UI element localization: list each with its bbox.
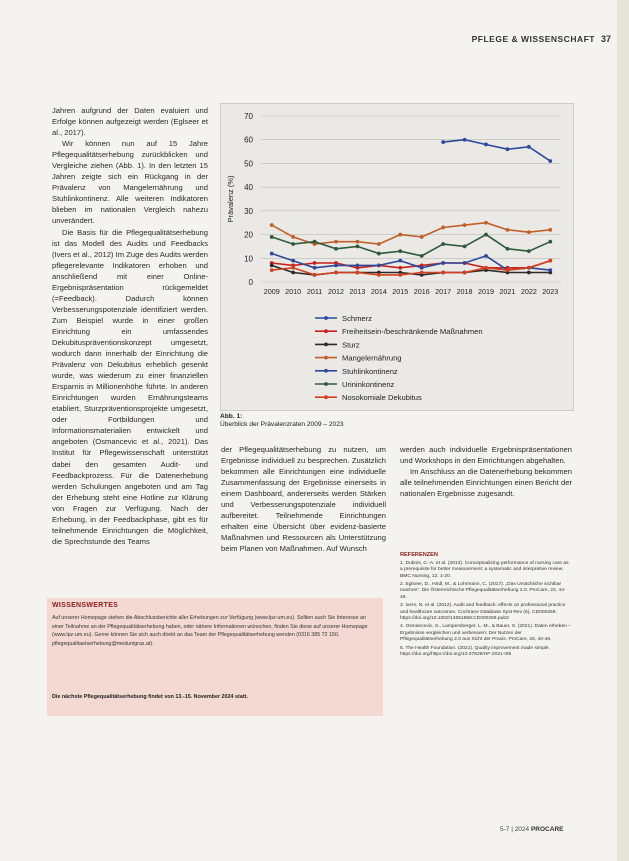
data-point: [441, 261, 445, 265]
info-box: [47, 598, 383, 716]
references-heading: REFERENZEN: [400, 552, 438, 558]
data-point: [291, 271, 295, 275]
data-point: [356, 271, 360, 275]
data-point: [420, 254, 424, 258]
x-tick-label: 2021: [499, 287, 516, 296]
y-tick-label: 30: [244, 206, 253, 216]
paragraph: werden auch individuelle Ergebnispräsentationen und Workshops in den Einrichtungen abgehalten.: [400, 445, 572, 466]
data-point: [398, 266, 402, 270]
legend-label: Urininkontinenz: [342, 380, 395, 389]
data-point: [463, 245, 467, 249]
paragraph: der Pflegequalitätserhebung zu nutzen, um Ergebnisse individuell zu besprechen. Zusätzlich bekommen alle Einrichtungen eine individuelle Zusammenfassung der Ergebnisse einerseits in einem Dashboard, andererseits werden Stärken und Verbesserungspotenziale individuell aufbereitet. Teilnehmende Einrichtungen erhalten eine Übersicht über evidenz-basierte Maßnahmen und Ressourcen als Unterstützung beim Planen von Maßnahmen. Auf Wunsch: [221, 445, 386, 554]
x-tick-label: 2023: [542, 287, 559, 296]
data-point: [527, 249, 531, 253]
y-tick-label: 70: [244, 112, 253, 121]
data-point: [291, 235, 295, 239]
data-point: [484, 254, 488, 258]
data-point: [334, 264, 338, 268]
data-point: [548, 228, 552, 232]
y-tick-label: 20: [244, 230, 253, 240]
data-point: [313, 261, 317, 265]
prevalence-chart: [220, 103, 574, 411]
x-tick-label: 2019: [478, 287, 494, 296]
data-point: [441, 242, 445, 246]
data-point: [527, 230, 531, 234]
x-tick-label: 2011: [306, 287, 323, 296]
data-point: [270, 223, 274, 227]
legend-marker: [324, 316, 328, 320]
data-point: [398, 249, 402, 253]
data-point: [548, 259, 552, 263]
legend-marker: [324, 395, 328, 399]
series-line: [443, 140, 550, 161]
data-point: [377, 242, 381, 246]
data-point: [420, 235, 424, 239]
data-point: [291, 259, 295, 263]
x-tick-label: 2017: [435, 287, 452, 296]
legend-label: Stuhlinkontinenz: [342, 366, 398, 376]
y-tick-label: 40: [244, 183, 253, 193]
text-column-3: [400, 444, 572, 499]
data-point: [484, 266, 488, 270]
reference-item: 2. Eglseer, D., Hödl, M., & Lohrmann, C. (2017). „Das Ursächliche sichtbar machen“. Die Österreichische Pflegequalitätserhebung 2.0. ProCare, 22, 44-46.: [400, 581, 566, 600]
data-point: [463, 261, 467, 265]
data-point: [441, 140, 445, 144]
x-tick-label: 2009: [263, 287, 280, 296]
data-point: [334, 247, 338, 251]
issue-number: 5-7 | 2024: [500, 826, 530, 833]
data-point: [441, 226, 445, 230]
data-point: [270, 264, 274, 268]
legend-label: Sturz: [342, 340, 360, 350]
data-point: [527, 145, 531, 149]
reference-item: 5. The Health Foundation. (2021). Quality improvement made simple. https://doi.org/https://doi.org/10.37829/HF-2021-I05: [400, 645, 550, 658]
data-point: [548, 159, 552, 163]
data-point: [377, 264, 381, 268]
data-point: [527, 271, 531, 275]
x-tick-label: 2016: [413, 287, 430, 296]
info-box-footer: Die nächste Pflegequalitätserhebung findet von 13.-15. November 2024 statt.: [52, 694, 248, 700]
text-column-1: [52, 105, 208, 547]
data-point: [506, 147, 510, 151]
y-tick-label: 60: [244, 135, 253, 145]
data-point: [356, 245, 360, 249]
data-point: [270, 252, 274, 256]
x-tick-label: 2015: [392, 287, 409, 296]
reference-item: 1. Dubois, C.-A. et al. (2013). Conceptualizing performance of nursing care as a prerequisite for better measurement: a systematic and interpretive review. BMC Nursing, 12, 1-20.: [400, 560, 569, 579]
running-header: [300, 30, 611, 48]
data-point: [484, 143, 488, 147]
legend-label: Nosokomiale Dekubitus: [342, 393, 422, 403]
data-point: [484, 233, 488, 237]
legend-label: Mangelernährung: [342, 353, 402, 363]
y-tick-label: 10: [244, 254, 253, 264]
data-point: [377, 273, 381, 277]
x-tick-label: 2013: [349, 287, 366, 296]
data-point: [334, 271, 338, 275]
references-list: [400, 561, 572, 659]
data-point: [398, 273, 402, 277]
data-point: [463, 223, 467, 227]
section-title: PFLEGE & WISSENSCHAFT: [471, 34, 595, 44]
legend-label: Schmerz: [342, 314, 372, 323]
data-point: [548, 268, 552, 272]
data-point: [527, 266, 531, 270]
magazine-name: PROCARE: [530, 826, 564, 833]
data-point: [506, 247, 510, 251]
page-edge: [617, 0, 629, 861]
data-point: [356, 240, 360, 244]
page-footer: [500, 826, 563, 833]
data-point: [313, 273, 317, 277]
data-point: [291, 266, 295, 270]
data-point: [377, 252, 381, 256]
x-tick-label: 2012: [328, 287, 344, 296]
data-point: [291, 242, 295, 246]
figure-label: Abb. 1:: [220, 413, 243, 420]
data-point: [313, 240, 317, 244]
x-tick-label: 2010: [285, 287, 302, 296]
legend-marker: [324, 356, 328, 360]
y-tick-label: 50: [244, 159, 253, 169]
reference-item: 3. Ivers, N. et al. (2012). Audit and feedback: effects on professional practice and healthcare outcomes. Cochrane Database Syst Rev (6), CD000259. https://doi.org/10.1002/14651858.CD000259.pub3: [400, 603, 566, 622]
paragraph: Im Anschluss an die Datenerhebung bekommen alle teilnehmenden Einrichtungen einen Bericht der nationalen Ergebnisse zugesandt.: [400, 467, 572, 499]
data-point: [484, 221, 488, 225]
data-point: [548, 240, 552, 244]
references: [400, 552, 572, 660]
x-tick-label: 2022: [520, 287, 537, 296]
data-point: [463, 271, 467, 275]
page-number: 37: [600, 34, 611, 44]
text-column-2: [221, 444, 386, 554]
y-axis-label: Prävalenz (%): [226, 175, 235, 223]
figure-caption: [220, 413, 440, 429]
info-box-text: Auf unserer Homepage stehen die Abschlussberichte aller Erhebungen zur Verfügung (www.lpz-um.eu). Sollten auch Sie Interesse an einer Teilnahme an der Pflegequalitätserhebung haben, oder nähere Informationen wünschen, finden Sie diese auf unserer Homepage (www.lpz-um.eu). Gerne können Sie sich auch direkt an das Team der Pflegequalitätserhebung wenden (0316 385 72 150, pflegequalitaetserhebung@medunigraz.at).: [52, 615, 368, 647]
data-point: [398, 233, 402, 237]
data-point: [313, 266, 317, 270]
x-tick-label: 2018: [456, 287, 473, 296]
paragraph: Die Basis für die Pflegequalitätserhebung ist das Modell des Audits und Feedbacks (Ivers et al., 2012) Im Zuge des Audits werden pflegerelevante Indikatoren erhoben und anschließend mit einer Online-Ergebnispräsentation rückgemeldet (=Feedback). Dadurch können Verbesserungspotenziale identifiziert werden. Zum Beispiel wurde in einer großen Einrichtung ein umfassendes Dekubituspräventionskonzept umgesetzt, wodurch dann innerhalb der Einrichtung die Prävalenz von Dekubitus erheblich gesenkt wurde, was wiederum zu einer finanziellen Ersparnis in Millionenhöhe führte. In anderen Einrichtungen wurden Ernährungsteams etabliert, Sturzpräventionsprojekte umgesetzt, oder Fortbildungen und Informationsmaterialien entwickelt und angeboten (Osmancevic et al., 2021). Das Institut für Pflegewissenschaft unterstützt dabei den gesamten Audit- und Feedbackprozess. Für die Datenerhebung werden Schulungen angeboten und am Tag der Erhebung steht eine Hotline zur Klärung von Fragen zur Verfügung. Nach der Erhebung, in der Feedbackphase, gibt es für teilnehmende Einrichtungen die Möglichkeit, die Sprechstunde des Teams: [52, 227, 208, 546]
legend-marker: [324, 369, 328, 373]
legend-marker: [324, 343, 328, 347]
info-box-heading: WISSENSWERTES: [52, 602, 119, 609]
data-point: [506, 228, 510, 232]
data-point: [420, 271, 424, 275]
data-point: [506, 268, 510, 272]
paragraph: Jahren aufgrund der Daten evaluiert und Erfolge können aufgezeigt werden (Eglseer et al., 2017).: [52, 106, 208, 138]
figure-caption-text: Überblick der Prävalenzraten 2009 – 2023: [220, 421, 344, 428]
data-point: [463, 138, 467, 142]
data-point: [356, 264, 360, 268]
legend-marker: [324, 329, 328, 333]
legend-label: Freiheitsein-/beschränkende Maßnahmen: [342, 327, 483, 337]
reference-item: 4. Osmancevic, S., Lampersberger, L. M., & Bauer, S. (2021). Daten erheben – Ergebnisse vergleichen und verbessern: Der Nutzen der Pflegequalitätserhebung 2.0 aus Sicht der Praxis. ProCare, 26, 40-46.: [400, 624, 571, 643]
data-point: [334, 240, 338, 244]
legend-marker: [324, 382, 328, 386]
chart-svg: [221, 104, 573, 410]
data-point: [270, 235, 274, 239]
data-point: [420, 266, 424, 270]
data-point: [398, 259, 402, 263]
data-point: [270, 268, 274, 272]
x-tick-label: 2014: [370, 287, 387, 296]
paragraph: Wir können nun auf 15 Jahre Pflegequalitätserhebung zurückblicken und Vergleiche ziehen (Abb. 1). In den letzten 15 Jahren zeigte sich ein Rückgang in der Prävalenz von Mangelernährung und Stuhlinkontinenz. Alle weiteren Indikatoren blieben im nationalen Vergleich nahezu unverändert.: [52, 139, 208, 226]
y-tick-label: 0: [248, 278, 253, 287]
data-point: [441, 271, 445, 275]
